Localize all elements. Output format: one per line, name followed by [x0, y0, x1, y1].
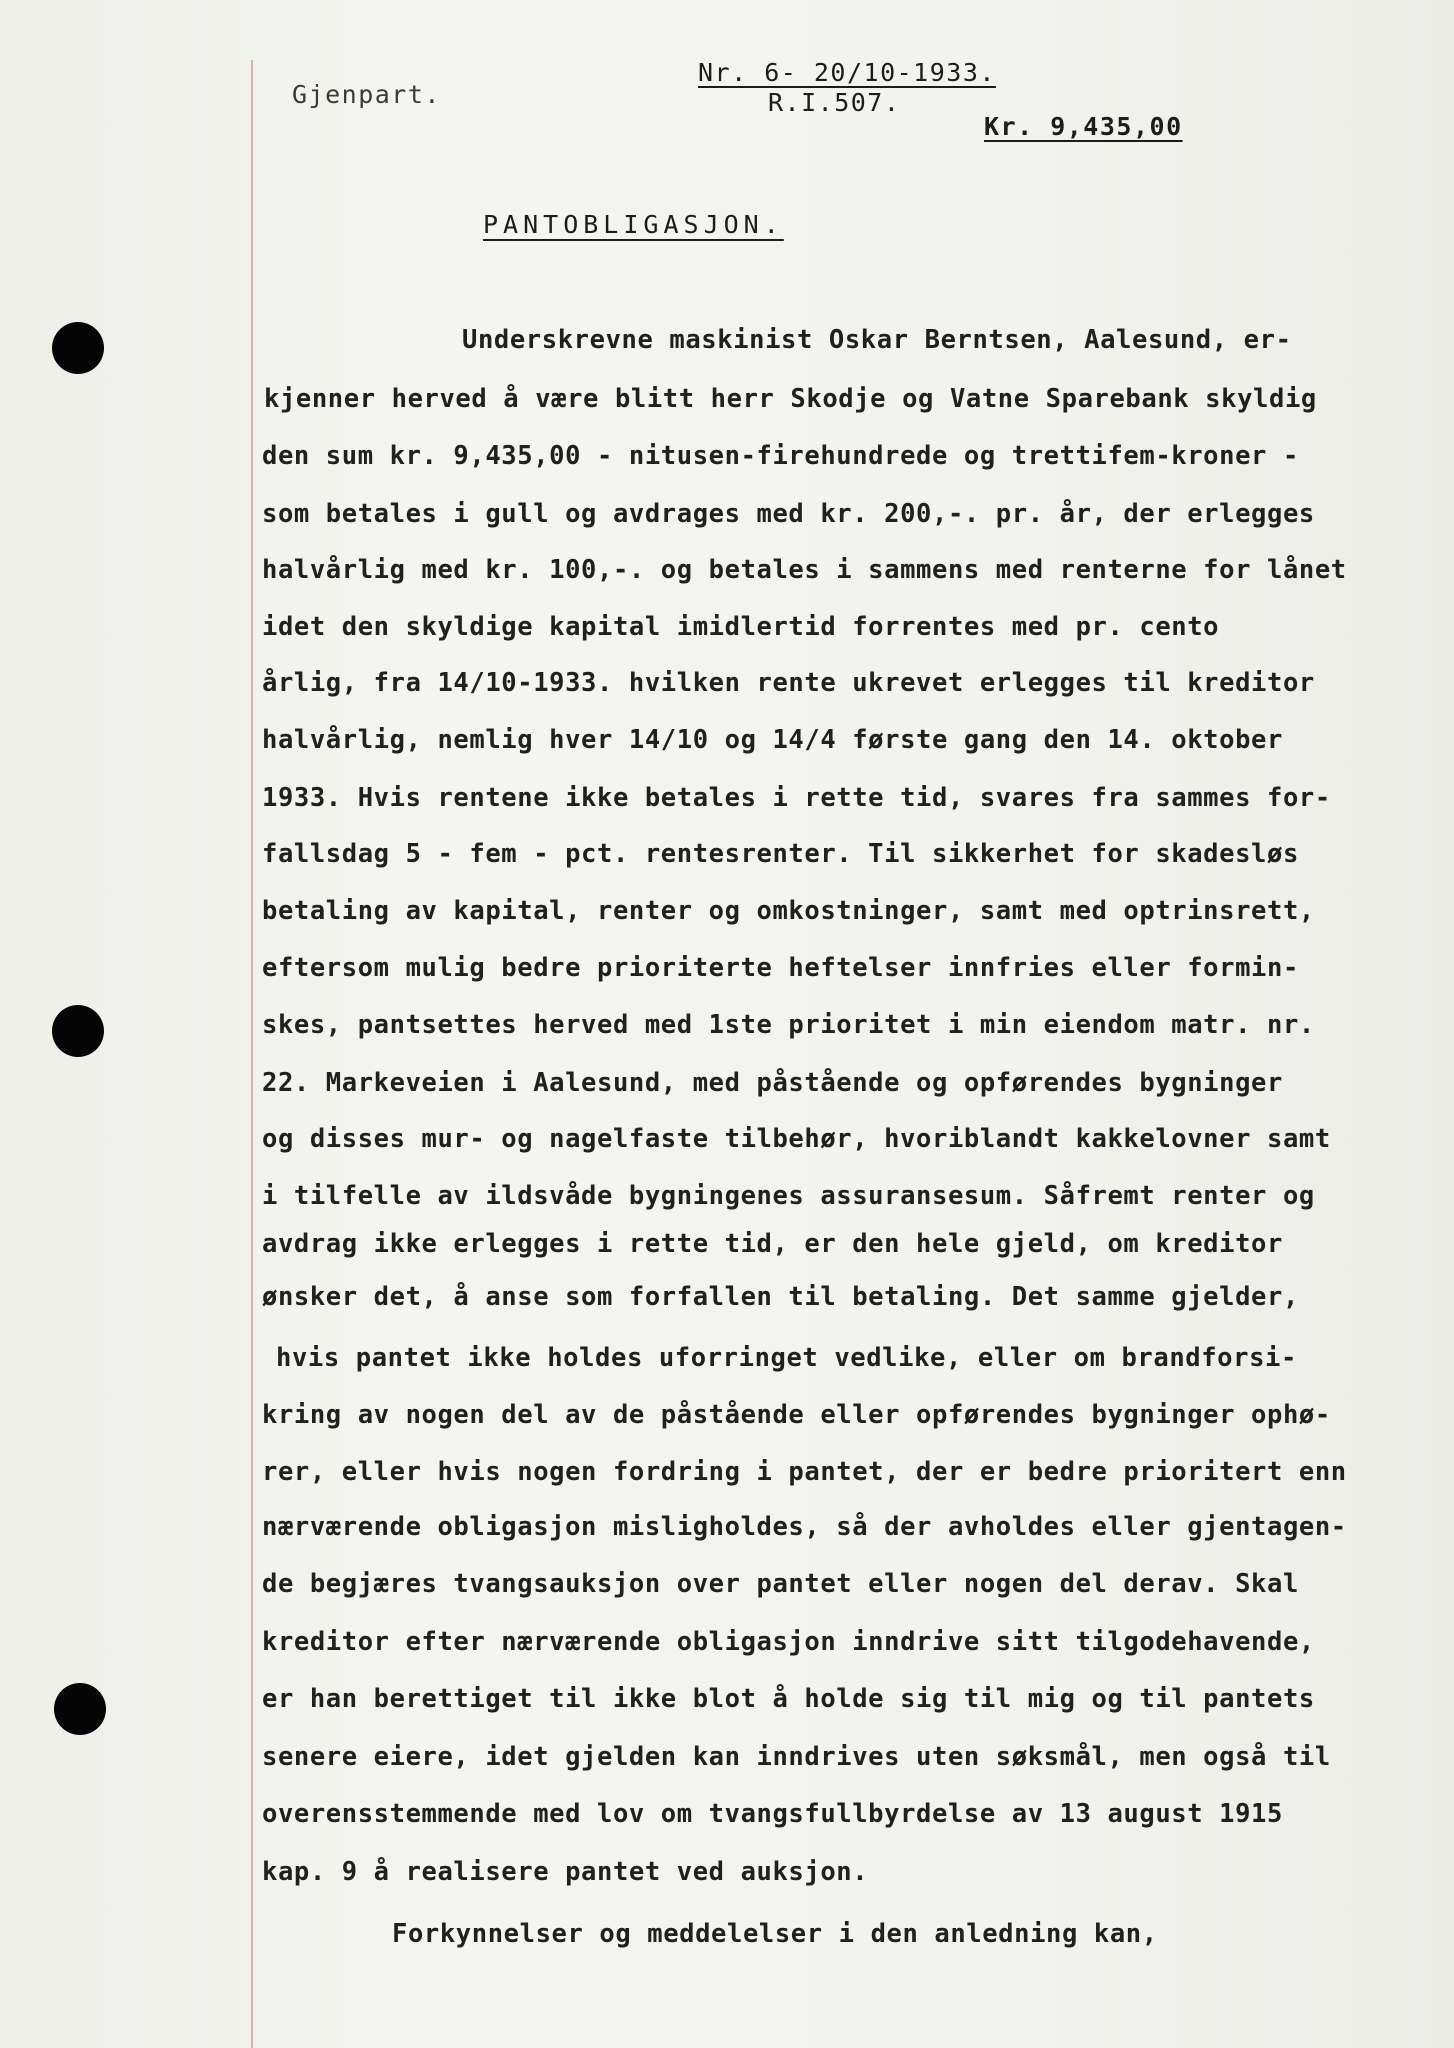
- body-line: avdrag ikke erlegges i rette tid, er den hele gjeld, om kreditor: [262, 1229, 1283, 1259]
- body-line: overensstemmende med lov om tvangsfullbyrdelse av 13 august 1915: [262, 1799, 1283, 1829]
- body-line: halvårlig med kr. 100,-. og betales i sammens med renterne for lånet: [262, 555, 1347, 585]
- body-line: kap. 9 å realisere pantet ved auksjon.: [262, 1857, 869, 1887]
- body-line: årlig, fra 14/10-1933. hvilken rente ukrevet erlegges til kreditor: [262, 668, 1315, 698]
- amount-header: Kr. 9,435,00: [984, 112, 1183, 141]
- body-line: kring av nogen del av de påstående eller opførendes bygninger ophø-: [262, 1400, 1331, 1430]
- body-line: idet den skyldige kapital imidlertid forrentes med pr. cento: [262, 612, 1220, 642]
- copy-label: Gjenpart.: [292, 80, 441, 109]
- body-line: de begjæres tvangsauksjon over pantet eller nogen del derav. Skal: [262, 1569, 1299, 1599]
- body-line: skes, pantsettes herved med 1ste prioritet i min eiendom matr. nr.: [262, 1010, 1315, 1040]
- body-line: eftersom mulig bedre prioriterte heftelser innfries eller formin-: [262, 953, 1299, 983]
- body-line: kjenner herved å være blitt herr Skodje og Vatne Sparebank skyldig: [264, 384, 1317, 414]
- body-line: 1933. Hvis rentene ikke betales i rette tid, svares fra sammes for-: [262, 783, 1331, 813]
- punch-hole-bottom: [54, 1683, 106, 1735]
- body-line: Forkynnelser og meddelelser i den anledning kan,: [392, 1919, 1158, 1949]
- body-line: kreditor efter nærværende obligasjon inndrive sitt tilgodehavende,: [262, 1627, 1315, 1657]
- body-line: halvårlig, nemlig hver 14/10 og 14/4 første gang den 14. oktober: [262, 725, 1283, 755]
- margin-rule: [251, 60, 253, 2048]
- body-line: senere eiere, idet gjelden kan inndrives uten søksmål, men også til: [262, 1742, 1331, 1772]
- number-date: Nr. 6- 20/10-1933.: [698, 58, 996, 87]
- body-line: som betales i gull og avdrages med kr. 200,-. pr. år, der erlegges: [262, 499, 1315, 529]
- body-line: fallsdag 5 - fem - pct. rentesrenter. Til sikkerhet for skadesløs: [262, 839, 1299, 869]
- body-line: rer, eller hvis nogen fordring i pantet, der er bedre prioritert enn: [262, 1457, 1347, 1487]
- body-line: betaling av kapital, renter og omkostninger, samt med optrinsrett,: [262, 896, 1315, 926]
- body-line: 22. Markeveien i Aalesund, med påstående og opførendes bygninger: [262, 1068, 1283, 1098]
- body-line: den sum kr. 9,435,00 - nitusen-firehundrede og trettifem-kroner -: [262, 441, 1299, 471]
- body-line: i tilfelle av ildsvåde bygningenes assuransesum. Såfremt renter og: [262, 1181, 1315, 1211]
- body-line: ønsker det, å anse som forfallen til betaling. Det samme gjelder,: [262, 1282, 1299, 1312]
- body-line: nærværende obligasjon misligholdes, så der avholdes eller gjentagen-: [262, 1512, 1347, 1542]
- body-line: hvis pantet ikke holdes uforringet vedlike, eller om brandforsi-: [276, 1343, 1297, 1373]
- body-line: Underskrevne maskinist Oskar Berntsen, Aalesund, er-: [462, 325, 1292, 355]
- body-line: er han berettiget til ikke blot å holde sig til mig og til pantets: [262, 1684, 1315, 1714]
- body-line: og disses mur- og nagelfaste tilbehør, hvoriblandt kakkelovner samt: [262, 1124, 1331, 1154]
- reference-number: R.I.507.: [768, 88, 901, 117]
- document-title: PANTOBLIGASJON.: [483, 210, 784, 239]
- punch-hole-middle: [52, 1005, 104, 1057]
- punch-hole-top: [52, 322, 104, 374]
